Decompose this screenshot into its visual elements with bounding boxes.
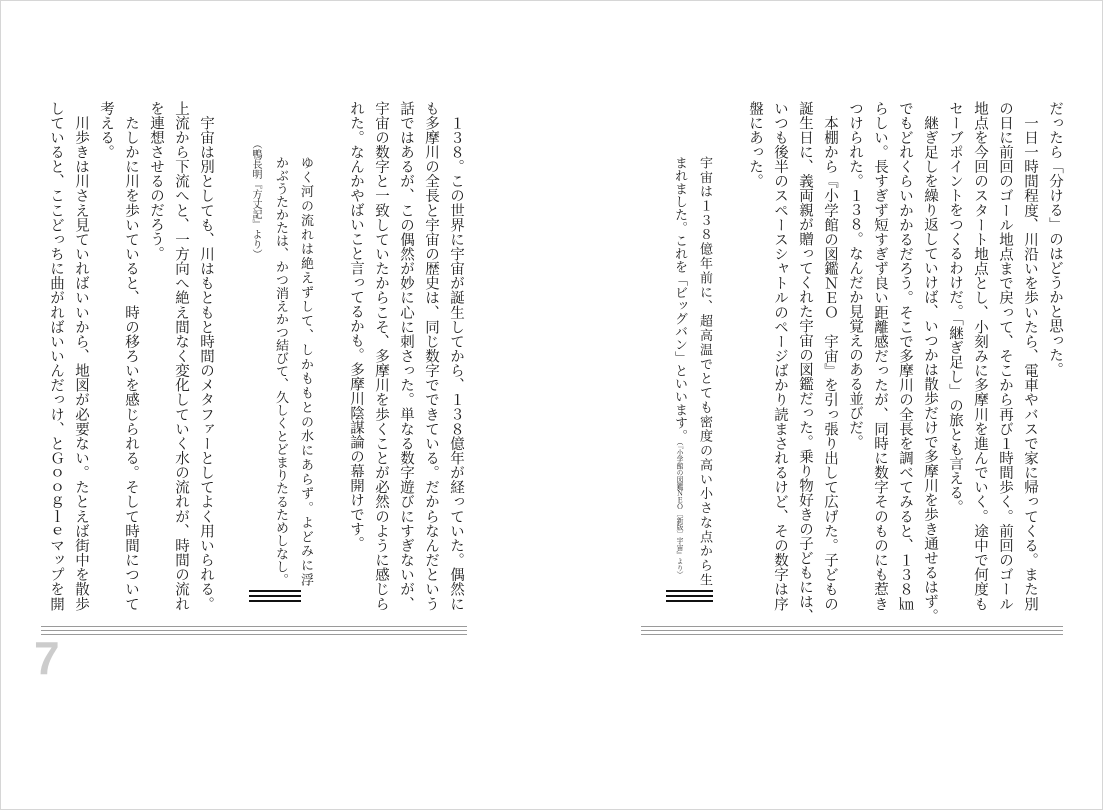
body-column: 宇宙は別としても、川はもともと時間のメタファーとしてよく用いられる。 (198, 101, 214, 611)
quote-column: ゆく河の流れは絶えずして、しかももとの水にあらず。よどみに浮 (298, 156, 313, 586)
body-column: の日に前回のゴール地点まで戻って、そこから再び１時間歩く。前回のゴール (997, 101, 1013, 611)
quote-citation: （『小学館の図鑑ＮＥＯ〔新版〕宇宙』より） (675, 442, 683, 578)
column-spacer (717, 101, 742, 611)
quote-column: 宇宙は１３８億年前に、超高温でとても密度の高い小さな点から生 (697, 156, 712, 586)
quote-column (667, 156, 692, 586)
column-spacer (218, 101, 243, 611)
body-column: でもどれくらいかかるだろう。そこで多摩川の全長を調べてみると、１３８㎞ (897, 101, 913, 611)
body-column: いつも後半のスペースシャトルのページばかり読まされるけど、その数字は序 (772, 101, 788, 611)
body-column: たしかに川を歩いていると、時の移ろいを感じられる。そして時間について (123, 101, 139, 611)
body-column: つけられた。１３８。なんだか見覚えのある並びだ。 (847, 101, 863, 449)
body-column: らしい。長すぎず短すぎず良い距離感だったが、同時に数字そのものにも惹き (872, 101, 888, 611)
body-column: 誕生日に、義両親が贈ってくれた宇宙の図鑑だった。乗り物好きの子どもには、 (797, 101, 813, 623)
body-column: 本棚から『小学館の図鑑ＮＥＯ 宇宙』を引っ張り出して広げた。子どもの (822, 101, 838, 611)
column-spacer (318, 101, 343, 611)
body-column: を連想させるのだろう。 (148, 101, 164, 261)
quote-text: まれました。これを「ビッグバン」といいます。 (672, 156, 687, 442)
quote-end-ornament (249, 590, 301, 602)
body-column: も多摩川の全長と宇宙の歴史は、同じ数字でできている。だからなんだという (423, 101, 439, 611)
page-number: 7 (34, 632, 60, 684)
body-column: 盤にあった。 (747, 101, 763, 188)
body-column: 継ぎ足しを繰り返していけば、いつかは散歩だけで多摩川を歩き通せるはず。 (922, 101, 938, 623)
body-column: していると、ここどっちに曲がればいいんだっけ、とＧｏｏｇｌｅマップを開 (48, 101, 64, 611)
body-column: セーブポイントをつくるわけだ。「継ぎ足し」の旅とも言える。 (947, 101, 963, 515)
right-page-text (667, 101, 1067, 623)
body-column: 宇宙の数字と一致していたからこそ、多摩川を歩くことが必然のように感じら (373, 101, 389, 611)
quote-column: かぶうたかたは、かつ消えかつ結びて、久しくとどまりたるためしなし。 (273, 156, 288, 586)
body-column: 上流から下流へと、一方向へ絶え間なく変化していく水の流れが、時間の流れ (173, 101, 189, 611)
body-column: 地点を今回のスタート地点とし、小刻みに多摩川を進んでいく。途中で何度も (972, 101, 988, 611)
page-bottom-rule (641, 626, 1063, 636)
quote-citation: （鴨長明『方丈記』より） (250, 139, 261, 259)
body-column: 考える。 (98, 101, 114, 159)
body-column: 川歩きは川さえ見ていればいいから、地図が必要ない。たとえば街中を散歩 (73, 101, 89, 611)
body-column: １３８。この世界に宇宙が誕生してから、１３８億年が経っていた。偶然に (448, 101, 464, 611)
body-column: 一日一時間程度、川沿いを歩いたら、電車やバスで家に帰ってくる。また別 (1022, 101, 1038, 611)
body-column: れた。なんかやばいこと言ってるかも。多摩川陰謀論の幕開けです。 (348, 101, 364, 551)
body-column: 話ではあるが、この偶然が妙に心に刺さった。単なる数字遊びにすぎないが、 (398, 101, 414, 611)
left-page-text (43, 101, 468, 611)
quote-end-ornament (666, 590, 713, 602)
body-column: だったら「分ける」のはどうかと思った。 (1047, 101, 1063, 377)
page-bottom-rule (41, 626, 467, 636)
